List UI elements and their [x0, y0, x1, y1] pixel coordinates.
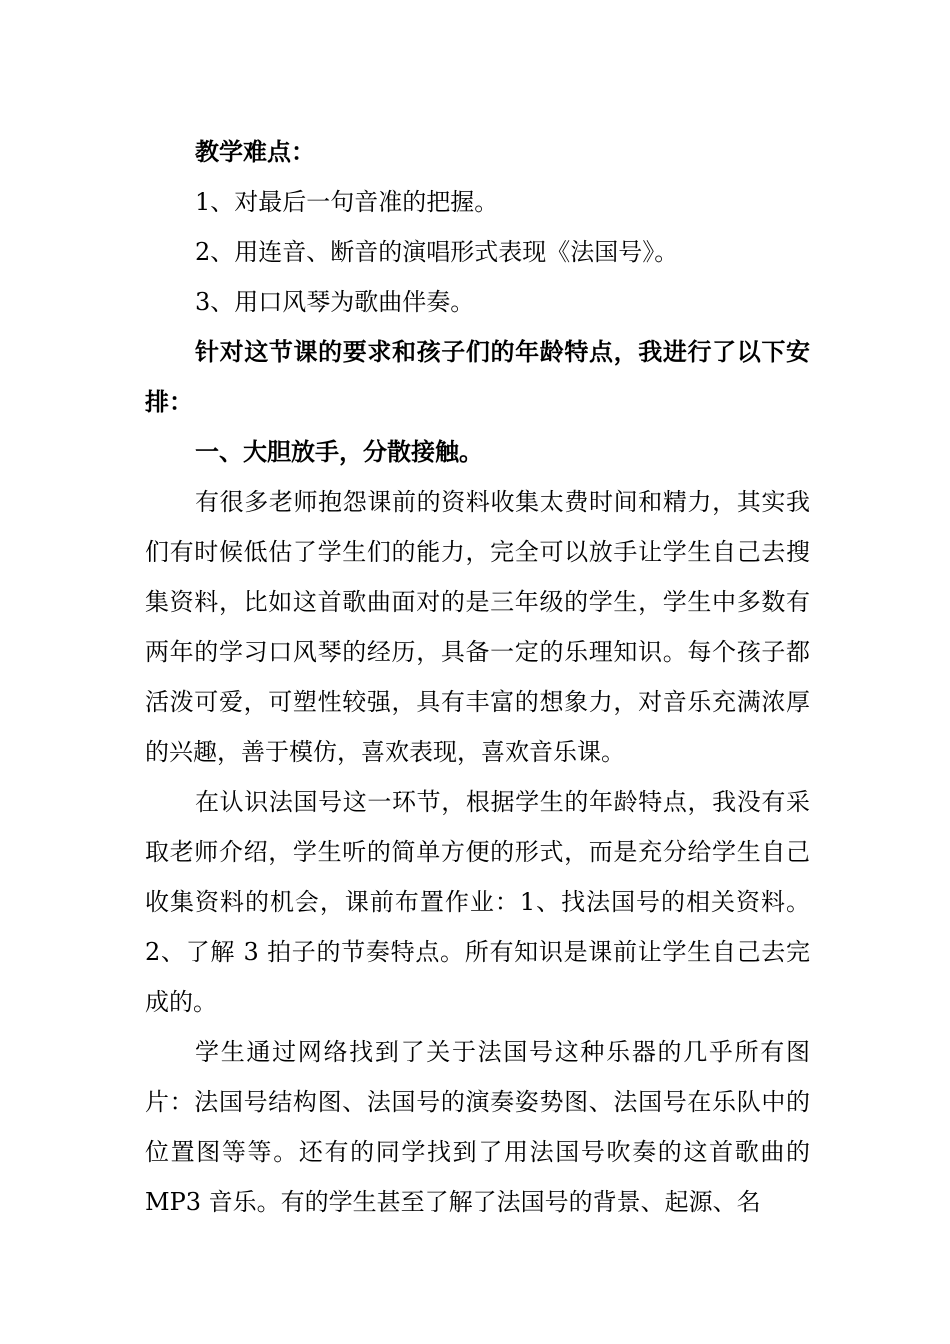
heading-teaching-difficulties: 教学难点： [195, 137, 315, 166]
section-one-heading: 一、大胆放手，分散接触。 [195, 437, 483, 466]
document-body [145, 127, 810, 1227]
paragraph-3: 学生通过网络找到了关于法国号这种乐器的几乎所有图片：法国号结构图、法国号的演奏姿势图、法国号在乐队中的位置图等等。还有的同学找到了用法国号吹奏的这首歌曲的 MP3 音乐。有的学生甚至了解了法国号的背景、起源、名 [145, 1038, 810, 1216]
difficulty-item-2: 2、用连音、断音的演唱形式表现《法国号》。 [195, 238, 679, 266]
paragraph-2: 在认识法国号这一环节，根据学生的年龄特点，我没有采取老师介绍，学生听的简单方便的形式，而是充分给学生自己收集资料的机会，课前布置作业：1、找法国号的相关资料。2、了解 3 拍子的节奏特点。所有知识是课前让学生自己去完成的。 [145, 788, 810, 1016]
difficulty-item-1: 1、对最后一句音准的把握。 [195, 188, 499, 216]
arrangement-intro: 针对这节课的要求和孩子们的年龄特点，我进行了以下安排： [145, 337, 810, 416]
paragraph-1: 有很多老师抱怨课前的资料收集太费时间和精力，其实我们有时候低估了学生们的能力，完全可以放手让学生自己去搜集资料，比如这首歌曲面对的是三年级的学生，学生中多数有两年的学习口风琴的经历，具备一定的乐理知识。每个孩子都活泼可爱，可塑性较强，具有丰富的想象力，对音乐充满浓厚的兴趣，善于模仿，喜欢表现，喜欢音乐课。 [145, 488, 810, 766]
difficulty-item-3: 3、用口风琴为歌曲伴奏。 [195, 288, 475, 316]
